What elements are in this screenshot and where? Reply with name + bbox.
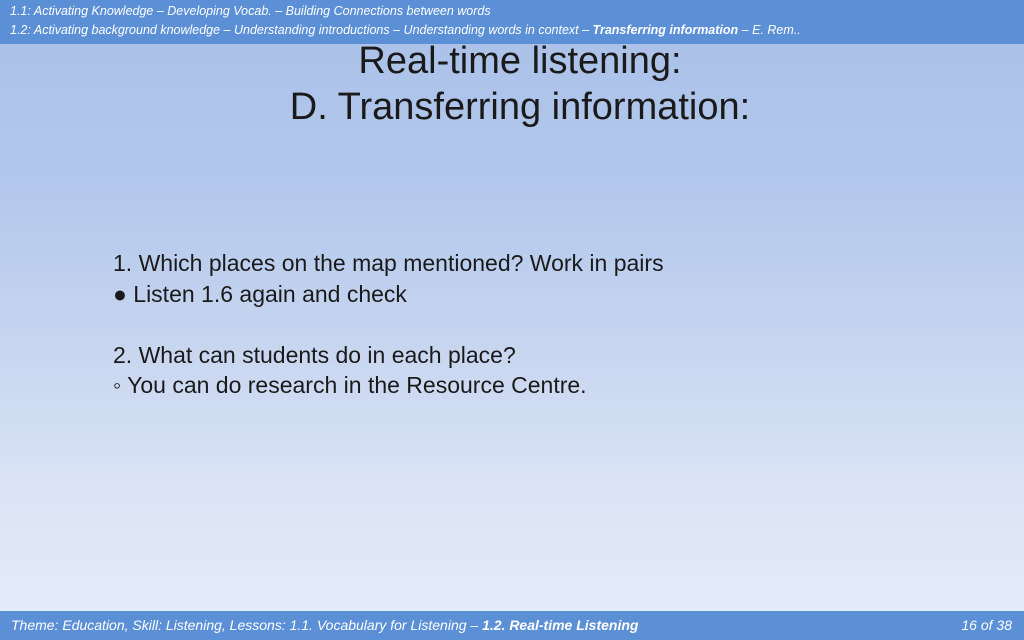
breadcrumb-lesson-1-2[interactable]: 1.2: Activating background knowledge – Understanding introductions – Understanding words in context – [10, 23, 593, 37]
slide-title [0, 38, 1024, 130]
slide-body [113, 248, 913, 401]
task-1-text: 1. Which places on the map mentioned? Work in pairs [113, 250, 664, 276]
paragraph-spacer [113, 309, 913, 340]
footer-bar [0, 611, 1024, 640]
slide-title-line-1: Real-time listening: [358, 40, 682, 82]
page-counter: 16 of 38 [961, 617, 1012, 633]
footer-theme [11, 611, 638, 640]
slide-title-line-2: D. Transferring information: [289, 86, 751, 128]
task-2-example: ◦ You can do research in the Resource Centre. [113, 372, 587, 398]
breadcrumb-next-step[interactable]: – E. Rem.. [738, 23, 801, 37]
breadcrumb-lesson-1-1[interactable]: 1.1: Activating Knowledge – Developing Vocab. – Building Connections between words [10, 4, 491, 18]
task-1-bullet: ● Listen 1.6 again and check [113, 280, 407, 307]
breadcrumb-current-step[interactable]: Transferring information [592, 23, 739, 37]
footer-current-lesson: 1.2. Real-time Listening [482, 617, 639, 633]
footer-theme-text: Theme: Education, Skill: Listening, Lessons: 1.1. Vocabulary for Listening – [11, 617, 483, 633]
breadcrumb-line-1 [10, 3, 1024, 22]
task-2-text: 2. What can students do in each place? [113, 341, 516, 368]
